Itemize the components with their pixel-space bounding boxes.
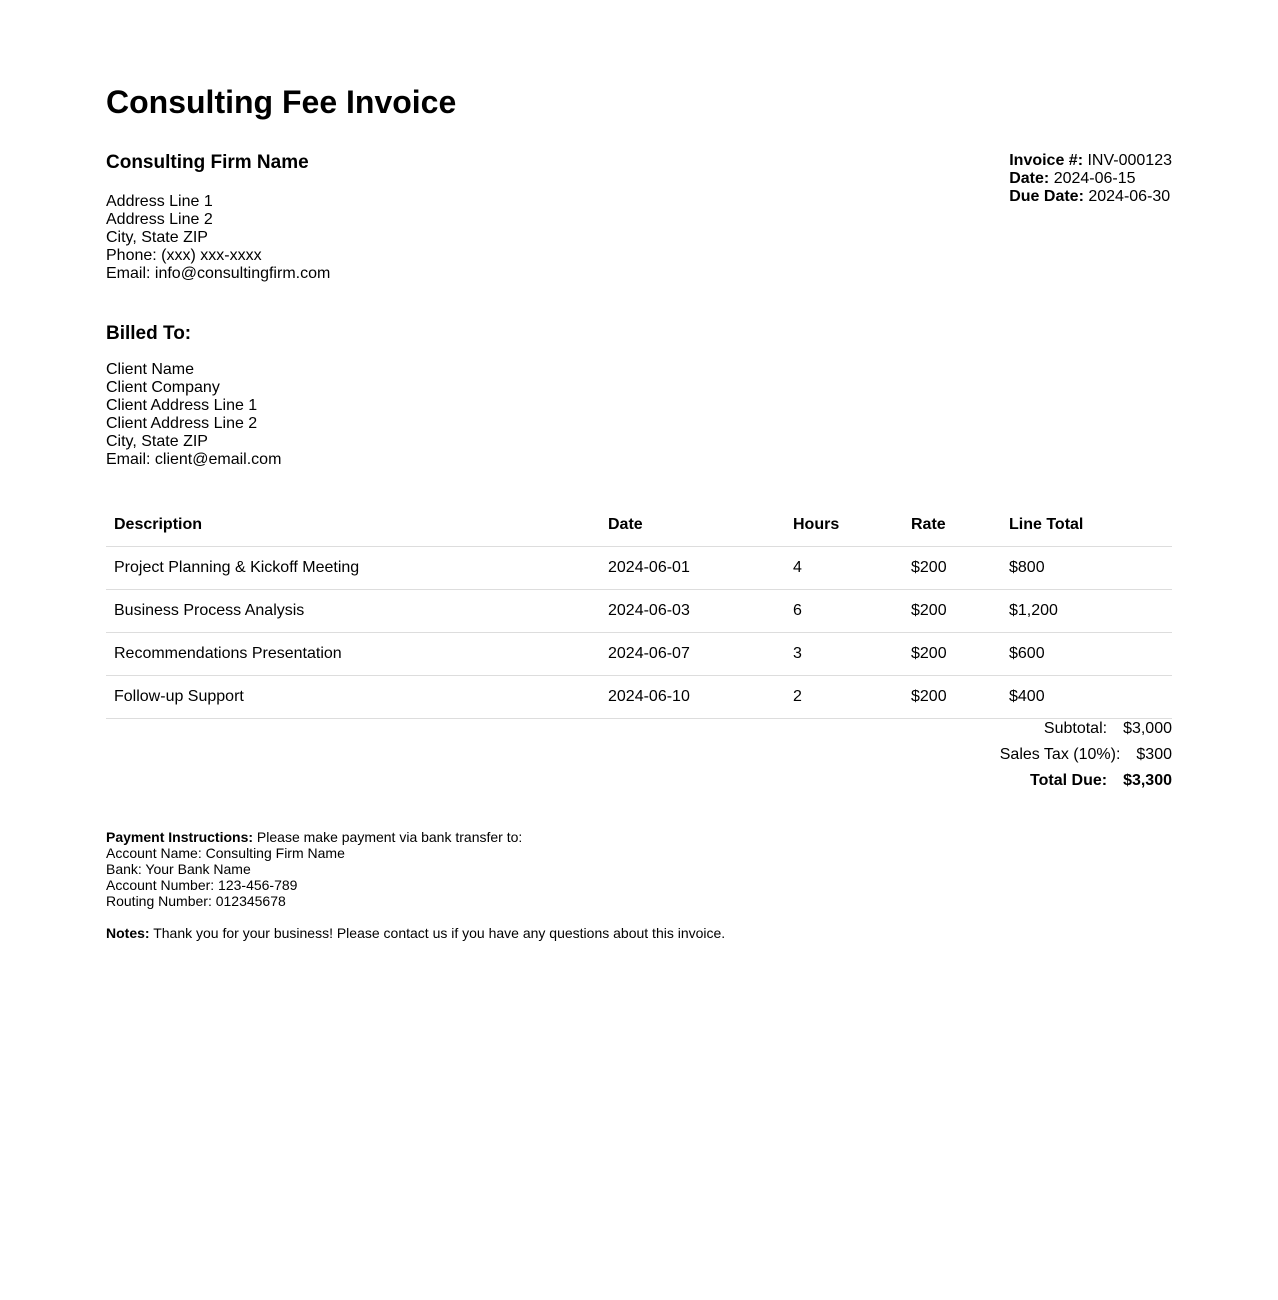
table-row [106, 633, 1172, 676]
cell-line-total: $600 [1001, 633, 1172, 676]
subtotal-row [1000, 716, 1172, 742]
cell-rate: $200 [903, 633, 1001, 676]
table-row [106, 547, 1172, 590]
invoice-date-label: Date: [1009, 170, 1050, 187]
subtotal-label: Subtotal: [1043, 720, 1108, 737]
firm-address-line-1: Address Line 1 [106, 193, 213, 210]
table-row [106, 676, 1172, 719]
totals [1000, 716, 1172, 794]
table-header-row [106, 503, 1172, 547]
payment-label: Payment Instructions: [106, 829, 254, 845]
tax-label: Sales Tax (10%): [999, 746, 1121, 763]
firm-address-line-2: Address Line 2 [106, 211, 213, 228]
cell-date: 2024-06-03 [600, 590, 785, 633]
firm-info [106, 152, 330, 283]
header-date: Date [600, 503, 785, 547]
cell-description: Project Planning & Kickoff Meeting [106, 547, 600, 590]
client-city: City, State ZIP [106, 433, 208, 450]
cell-hours: 3 [785, 633, 903, 676]
cell-rate: $200 [903, 590, 1001, 633]
subtotal-value: $3,000 [1123, 720, 1172, 737]
due-date: 2024-06-30 [1088, 188, 1171, 205]
invoice-number: INV-000123 [1087, 152, 1172, 169]
routing-number: Routing Number: 012345678 [106, 893, 286, 909]
cell-description: Follow-up Support [106, 676, 600, 719]
invoice-meta [1009, 152, 1172, 206]
header-hours: Hours [785, 503, 903, 547]
due-date-label: Due Date: [1009, 188, 1084, 205]
total-due-label: Total Due: [1030, 772, 1108, 789]
header-line-total: Line Total [1001, 503, 1172, 547]
header-description: Description [106, 503, 600, 547]
table-row [106, 590, 1172, 633]
payment-instructions [106, 829, 522, 909]
bank-name: Bank: Your Bank Name [106, 861, 251, 877]
cell-date: 2024-06-01 [600, 547, 785, 590]
line-items-table [106, 503, 1172, 719]
cell-rate: $200 [903, 547, 1001, 590]
cell-hours: 2 [785, 676, 903, 719]
billed-to [106, 323, 281, 469]
notes-label: Notes: [106, 925, 150, 941]
cell-description: Business Process Analysis [106, 590, 600, 633]
total-due-row [1000, 768, 1172, 794]
cell-hours: 4 [785, 547, 903, 590]
notes-text: Thank you for your business! Please contact us if you have any questions about this invoice. [149, 925, 726, 941]
firm-phone: Phone: (xxx) xxx-xxxx [106, 247, 262, 264]
account-number: Account Number: 123-456-789 [106, 877, 298, 893]
tax-value: $300 [1136, 746, 1172, 763]
payment-intro: Please make payment via bank transfer to: [253, 829, 523, 845]
cell-line-total: $1,200 [1001, 590, 1172, 633]
cell-line-total: $400 [1001, 676, 1172, 719]
total-due-value: $3,300 [1123, 772, 1172, 789]
firm-email: Email: info@consultingfirm.com [106, 265, 331, 282]
cell-description: Recommendations Presentation [106, 633, 600, 676]
invoice-date: 2024-06-15 [1053, 170, 1136, 187]
client-address-line-1: Client Address Line 1 [106, 397, 258, 414]
cell-date: 2024-06-10 [600, 676, 785, 719]
firm-name: Consulting Firm Name [106, 152, 309, 173]
header-rate: Rate [903, 503, 1001, 547]
tax-row [1000, 742, 1172, 768]
firm-city: City, State ZIP [106, 229, 208, 246]
client-company: Client Company [106, 379, 220, 396]
client-address-line-2: Client Address Line 2 [106, 415, 258, 432]
cell-rate: $200 [903, 676, 1001, 719]
invoice-number-label: Invoice #: [1009, 152, 1084, 169]
billed-to-heading: Billed To: [106, 323, 192, 344]
cell-hours: 6 [785, 590, 903, 633]
notes [106, 925, 725, 941]
cell-line-total: $800 [1001, 547, 1172, 590]
page-title: Consulting Fee Invoice [106, 84, 457, 120]
cell-date: 2024-06-07 [600, 633, 785, 676]
client-name: Client Name [106, 361, 195, 378]
account-name: Account Name: Consulting Firm Name [106, 845, 345, 861]
client-email: Email: client@email.com [106, 451, 282, 468]
